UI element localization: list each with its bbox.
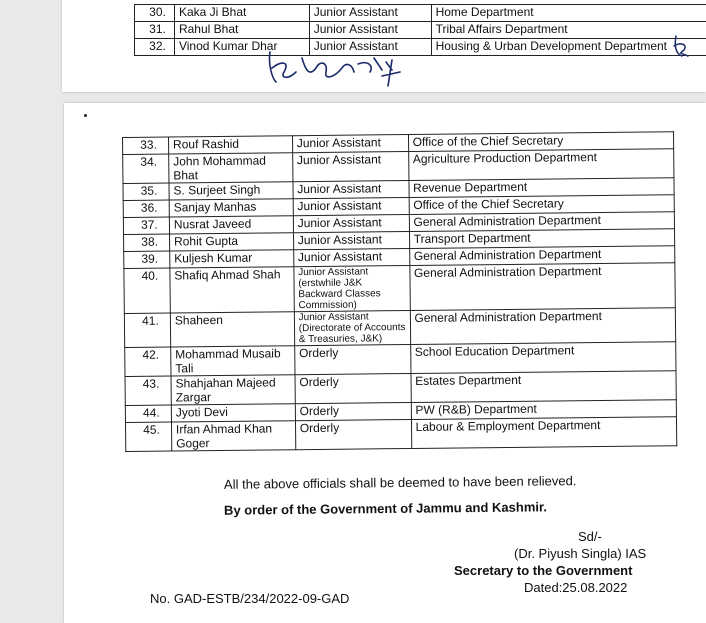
handwritten-initial	[670, 32, 694, 62]
official-name: Rouf Rashid	[168, 136, 292, 154]
reference-number: No. GAD-ESTB/234/2022-09-GAD	[150, 591, 349, 606]
designation	[293, 198, 409, 216]
department: General Administration Department	[409, 212, 675, 232]
serial-number-text: 44.	[137, 406, 160, 420]
designation-text: Orderly	[300, 420, 407, 435]
official-name: Jyoti Devi	[171, 404, 295, 422]
table-row	[125, 417, 676, 452]
serial-number-text: 32.	[143, 39, 166, 53]
designation	[309, 22, 431, 39]
department: General Administration Department	[409, 263, 675, 311]
serial-number-text: 38.	[135, 235, 158, 249]
serial-number-text: 43.	[137, 377, 160, 391]
signer-name: (Dr. Piyush Singla) IAS	[514, 546, 646, 561]
department: General Administration Department	[409, 246, 675, 266]
designation	[294, 310, 410, 345]
designation-text: Junior Assistant	[298, 232, 405, 247]
designation-note: (Directorate of Accounts & Treasuries, J&K)	[299, 322, 406, 345]
table-row	[124, 263, 675, 314]
serial-number-text: 31.	[143, 22, 166, 36]
serial-number	[124, 251, 170, 268]
official-name: Kaka Ji Bhat	[174, 5, 309, 22]
designation	[293, 231, 409, 249]
designation	[292, 152, 408, 182]
department: Housing & Urban Development Department	[431, 39, 706, 56]
serial-number	[123, 137, 169, 154]
designation-text: Junior Assistant	[298, 215, 405, 230]
official-name: Mohammad Musaib Tali	[171, 346, 295, 376]
serial-number	[125, 376, 171, 405]
serial-number-text: 42.	[136, 348, 159, 362]
department: School Education Department	[410, 342, 676, 374]
designation	[294, 265, 410, 311]
signer-designation: Secretary to the Government	[454, 563, 632, 578]
serial-number	[123, 200, 169, 217]
department: Tribal Affairs Department	[431, 22, 706, 39]
designation	[293, 214, 409, 232]
serial-number-text: 45.	[137, 423, 160, 437]
department: Home Department	[431, 5, 706, 22]
speck	[84, 114, 87, 117]
document-page-2	[64, 103, 706, 623]
serial-number	[125, 405, 171, 422]
designation-text: Junior Assistant	[297, 135, 404, 150]
designation	[292, 135, 408, 153]
serial-number	[123, 217, 169, 234]
serial-number	[135, 39, 175, 56]
department: Transport Department	[409, 229, 675, 249]
handwritten-signature	[262, 42, 462, 92]
official-name: Shaheen	[170, 312, 294, 347]
serial-number-text: 39.	[135, 252, 158, 266]
serial-number	[124, 234, 170, 251]
designation-text: Junior Assistant	[298, 249, 405, 264]
serial-number-text: 35.	[135, 184, 158, 198]
designation	[294, 344, 410, 374]
serial-number	[124, 268, 170, 313]
serial-number	[125, 422, 171, 451]
officials-table-page-2	[122, 131, 677, 452]
serial-number	[125, 347, 171, 376]
official-name: Rohit Gupta	[169, 233, 293, 251]
serial-number	[124, 313, 170, 347]
designation-text: Orderly	[299, 374, 406, 389]
official-name: S. Surjeet Singh	[169, 182, 293, 200]
serial-number-text: 37.	[135, 218, 158, 232]
order-date: Dated:25.08.2022	[524, 580, 627, 595]
designation	[293, 248, 409, 266]
designation-text: Junior Assistant	[314, 39, 427, 53]
official-name: Shafiq Ahmad Shah	[170, 267, 294, 313]
designation-note: (erstwhile J&K Backward Classes Commission)	[298, 277, 405, 311]
serial-number-text: 34.	[134, 155, 157, 169]
department: Office of the Chief Secretary	[409, 195, 675, 215]
official-name: Sanjay Manhas	[169, 199, 293, 217]
designation	[295, 419, 411, 449]
table-row	[135, 5, 706, 22]
serial-number	[123, 183, 169, 200]
serial-number	[135, 22, 175, 39]
designation-text: Junior Assistant	[299, 311, 406, 323]
serial-number-text: 36.	[135, 201, 158, 215]
designation-text: Orderly	[300, 403, 407, 418]
serial-number	[135, 5, 175, 22]
serial-number-text: 30.	[143, 5, 166, 19]
official-name: Vinod Kumar Dhar	[174, 39, 309, 56]
order-statement: By order of the Government of Jammu and Kashmir.	[224, 499, 547, 517]
designation-text: Junior Assistant	[297, 181, 404, 196]
official-name: John Mohammad Bhat	[169, 153, 293, 183]
designation-text: Junior Assistant	[297, 198, 404, 213]
department: Labour & Employment Department	[411, 417, 677, 449]
designation	[293, 181, 409, 199]
designation	[295, 373, 411, 403]
table-row	[124, 308, 675, 348]
serial-number-text: 40.	[136, 269, 159, 283]
serial-number-text: 33.	[134, 138, 157, 152]
official-name: Shahjahan Majeed Zargar	[171, 375, 295, 405]
signed-mark: Sd/-	[578, 529, 602, 544]
designation-text: Junior Assistant	[314, 22, 427, 36]
designation	[295, 402, 411, 420]
serial-number-text: 41.	[136, 314, 159, 328]
department: Estates Department	[411, 371, 677, 403]
serial-number	[123, 154, 169, 183]
official-name: Kuljesh Kumar	[170, 250, 294, 268]
designation-text: Junior Assistant	[314, 5, 427, 19]
department: Agriculture Production Department	[408, 149, 674, 181]
official-name: Rahul Bhat	[174, 22, 309, 39]
department: Office of the Chief Secretary	[408, 132, 674, 152]
designation-text: Orderly	[299, 345, 406, 360]
document-page-1	[62, 0, 706, 92]
relieved-statement: All the above officials shall be deemed to have been relieved.	[224, 473, 577, 492]
department: Revenue Department	[409, 178, 675, 198]
department: PW (R&B) Department	[411, 400, 677, 420]
department: General Administration Department	[410, 308, 676, 345]
table-row	[135, 22, 706, 39]
official-name: Irfan Ahmad Khan Goger	[171, 421, 295, 451]
designation-text: Junior Assistant	[298, 266, 405, 278]
official-name: Nusrat Javeed	[169, 216, 293, 234]
designation-text: Junior Assistant	[297, 152, 404, 167]
designation	[309, 5, 431, 22]
